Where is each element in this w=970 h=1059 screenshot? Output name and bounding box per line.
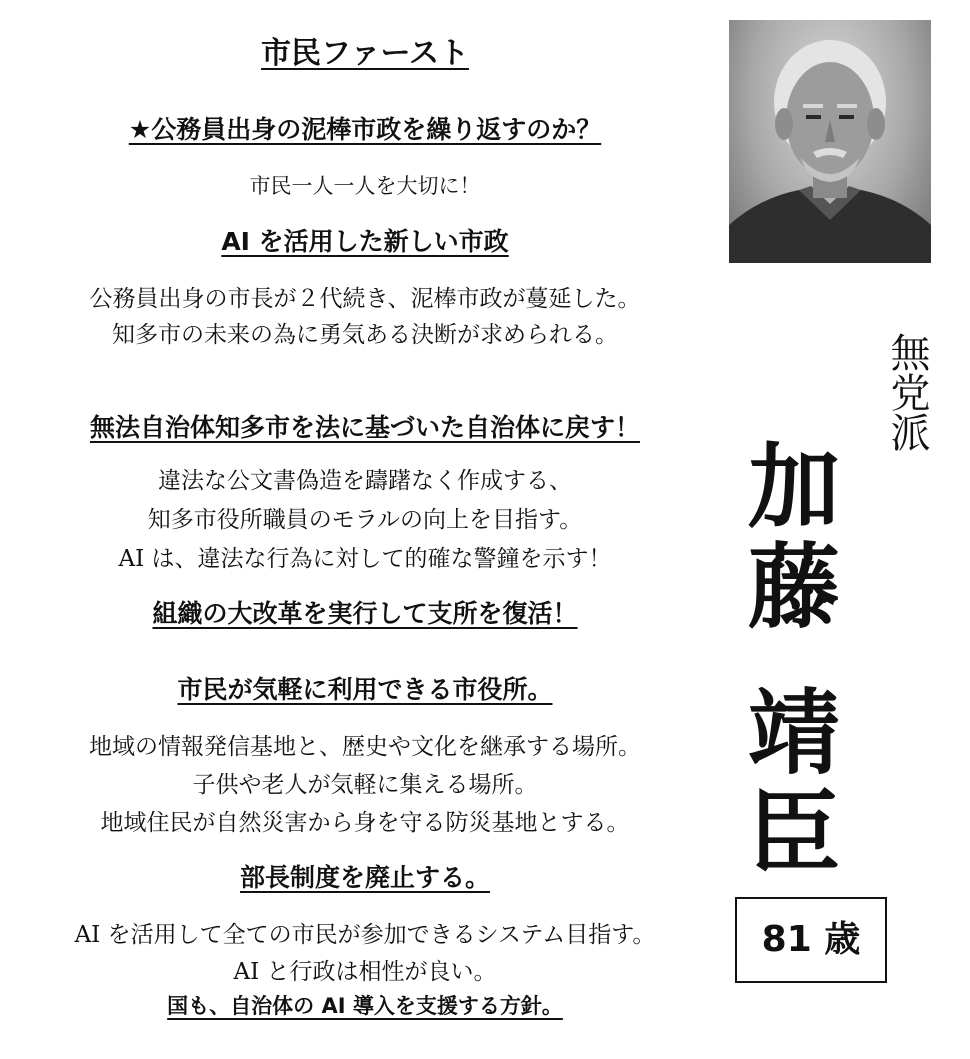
section-heading-4: 組織の大改革を実行して支所を復活！ (152, 599, 578, 628)
section-5-line-2: 子供や老人が気軽に集える場所。 (192, 772, 538, 798)
section-3-line-2: 知多市役所職員のモラルの向上を目指す。 (147, 507, 583, 533)
section-3-line-1: 違法な公文書偽造を躊躇なく作成する、 (158, 468, 572, 494)
section-5-line-1: 地域の情報発信基地と、歴史や文化を継承する場所。 (89, 734, 641, 760)
section-heading-6: 部長制度を廃止する。 (239, 863, 490, 892)
candidate-name-char-3: 靖 (747, 680, 840, 787)
section-6-line-2: AI と行政は相性が良い。 (233, 959, 497, 985)
section-3-line-3: AI は、違法な行為に対して的確な警鐘を示す！ (118, 546, 612, 572)
closing-line: 国も、自治体の AI 導入を支援する方針。 (167, 994, 563, 1018)
candidate-name-char-2: 藤 (747, 534, 840, 641)
section-6-line-1: AI を活用して全ての市民が参加できるシステム目指す。 (74, 922, 656, 948)
section-2-line-2: 知多市の未来の為に勇気ある決断が求められる。 (112, 322, 618, 348)
party-label: 無党派 (884, 332, 930, 452)
section-heading-5: 市民が気軽に利用できる市役所。 (177, 675, 553, 704)
section-heading-3: 無法自治体知多市を法に基づいた自治体に戻す！ (89, 413, 640, 442)
candidate-name-char-4: 臣 (747, 780, 840, 887)
section-1-line-1: 市民一人一人を大切に！ (249, 174, 481, 198)
section-2-line-1: 公務員出身の市長が２代続き、泥棒市政が蔓延した。 (89, 286, 641, 312)
page-title: 市民ファースト (261, 36, 469, 71)
section-heading-2: AI を活用した新しい市政 (221, 227, 509, 256)
candidate-photo (729, 20, 931, 263)
section-heading-1: ★公務員出身の泥棒市政を繰り返すのか？ (128, 115, 602, 144)
section-5-line-3: 地域住民が自然災害から身を守る防災基地とする。 (100, 810, 630, 836)
candidate-age-box: 81 歳 (735, 897, 887, 983)
candidate-name-char-1: 加 (747, 434, 840, 541)
